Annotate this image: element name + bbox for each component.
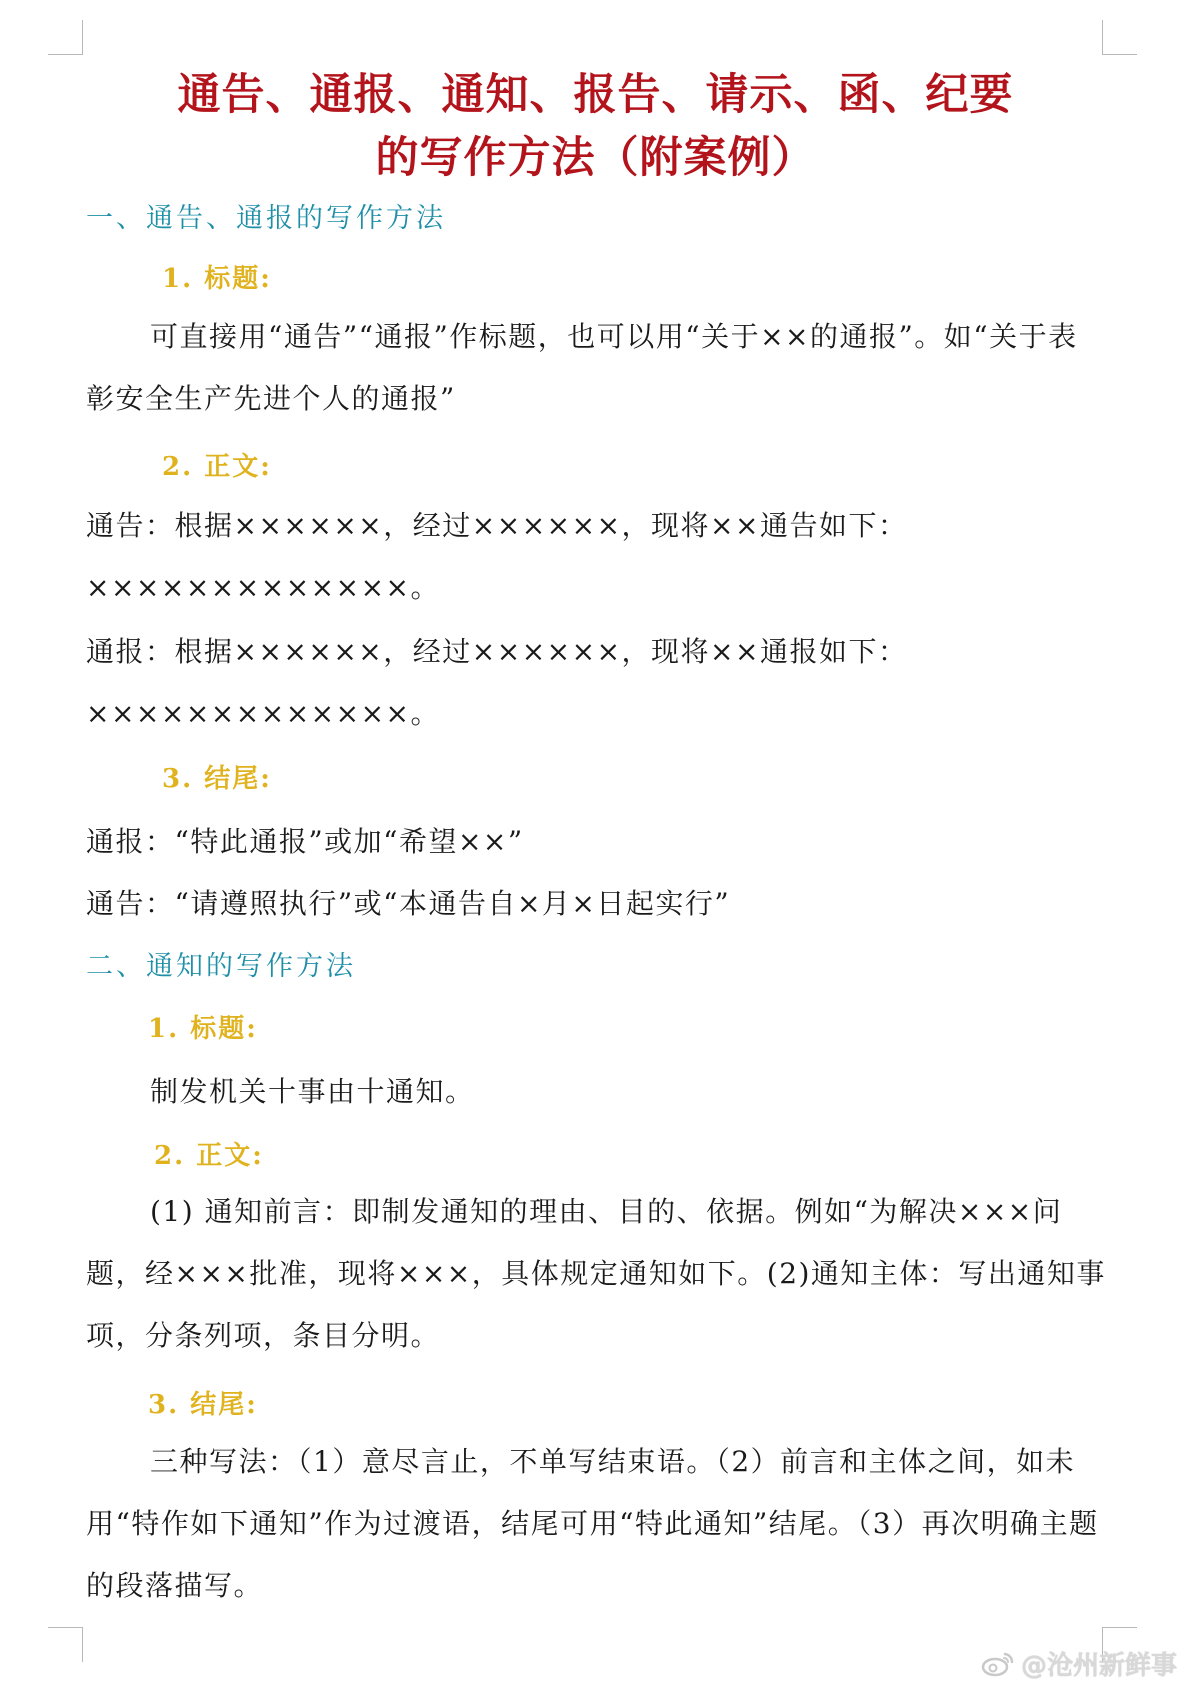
sub-heading-ending: 3. 结尾: [148, 1390, 258, 1420]
weibo-icon [981, 1651, 1015, 1677]
paragraph-bulletin-ending: 通报：“特此通报”或加“希望××” [86, 825, 524, 858]
section-heading-1: 一、通告、通报的写作方法 [86, 203, 446, 234]
page-corner-mark [48, 1627, 83, 1662]
sub-heading-body: 2. 正文: [154, 1141, 264, 1171]
sub-heading-title: 1. 标题: [162, 264, 272, 294]
paragraph-title-rule: 可直接用“通告”“通报”作标题，也可以用“关于××的通报”。如“关于表彰安全生产先进个人的通报” [86, 320, 1078, 415]
watermark [981, 1645, 1177, 1682]
sub-heading-body: 2. 正文: [162, 452, 272, 482]
paragraph-notice-title-rule: 制发机关十事由十通知。 [150, 1075, 475, 1108]
watermark-text: @沧州新鲜事 [1020, 1651, 1177, 1681]
page-corner-mark [1102, 20, 1137, 55]
section-heading-2: 二、通知的写作方法 [86, 951, 356, 982]
paragraph-bulletin-body: 通报：根据××××××，经过××××××，现将××通报如下：×××××××××××××。 [86, 635, 908, 730]
page-corner-mark [48, 20, 83, 55]
paragraph-notice-body-rule: (1) 通知前言：即制发通知的理由、目的、依据。例如“为解决×××问题，经×××批准，现将×××，具体规定通知如下。(2)通知主体：写出通知事项，分条列项，条目分明。 [86, 1195, 1106, 1352]
page-title-line2: 的写作方法（附案例） [375, 133, 816, 183]
paragraph-notice-ending-rule: 三种写法：（1）意尽言止，不单写结束语。（2）前言和主体之间，如未用“特作如下通知”作为过渡语，结尾可用“特此通知”结尾。（3）再次明确主题的段落描写。 [86, 1445, 1099, 1602]
sub-heading-title: 1. 标题: [148, 1014, 258, 1044]
paragraph-notice-body: 通告：根据××××××，经过××××××，现将××通告如下：×××××××××××××。 [86, 509, 908, 604]
paragraph-notice-ending: 通告：“请遵照执行”或“本通告自×月×日起实行” [86, 887, 731, 920]
sub-heading-ending: 3. 结尾: [162, 764, 272, 794]
page-title-line1: 通告、通报、通知、报告、请示、函、纪要 [177, 70, 1014, 120]
